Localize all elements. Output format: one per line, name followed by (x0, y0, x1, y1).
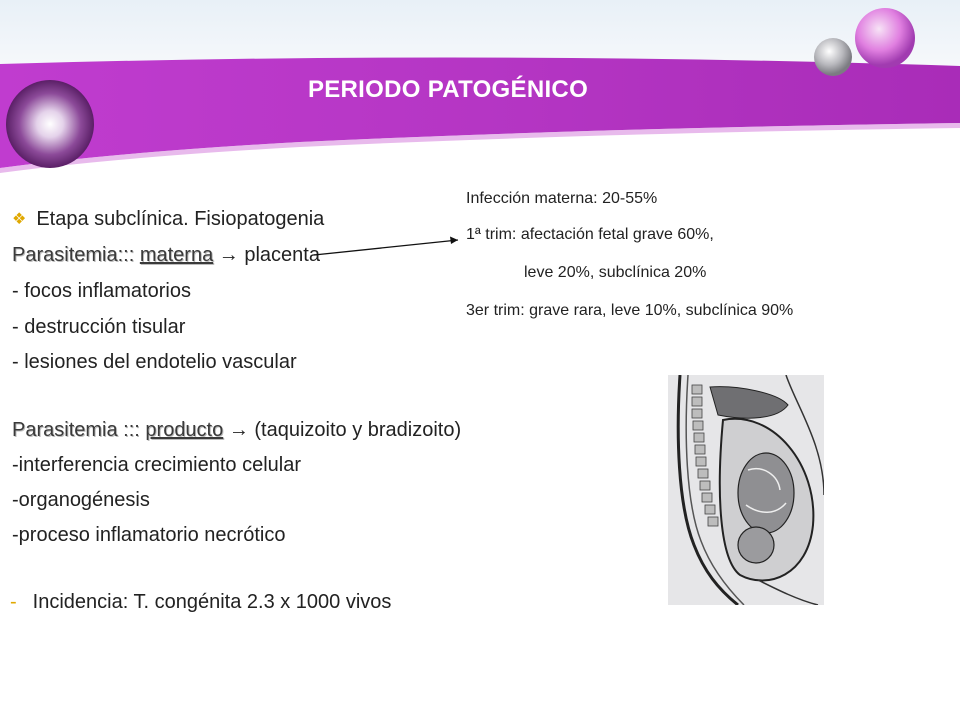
effect-line: - destrucción tisular (12, 316, 186, 338)
placenta-text: placenta (238, 244, 320, 266)
separator: ::: (117, 419, 146, 441)
slide-title: PERIODO PATOGÉNICO (307, 76, 589, 103)
pregnancy-anatomy-illustration (668, 375, 824, 605)
separator: ::: (117, 244, 140, 266)
effect-line: -organogénesis (12, 489, 150, 511)
incidence-text: Incidencia: T. congénita 2.3 x 1000 vivos (32, 591, 392, 613)
effect-line: - focos inflamatorios (12, 280, 191, 302)
note-line: Infección materna: 20-55% (466, 190, 658, 207)
materna-term: materna (139, 244, 214, 266)
right-arrow-icon: → (218, 244, 239, 266)
note-line: leve 20%, subclínica 20% (524, 264, 707, 281)
right-arrow-icon: → (228, 419, 249, 441)
parasite-forms-text: (taquizoito y bradizoito) (248, 419, 462, 441)
note-line: 3er trim: grave rara, leve 10%, subclínica 90% (466, 302, 794, 319)
parasitemia-term: Parasitemia (12, 419, 118, 441)
diamond-bullet-icon: ❖ (12, 211, 27, 228)
effect-line: -proceso inflamatorio necrótico (12, 524, 286, 546)
effect-line: - lesiones del endotelio vascular (12, 351, 297, 373)
producto-term: producto (145, 419, 224, 441)
bullet-heading: Etapa subclínica. Fisiopatogenia (36, 208, 325, 230)
effect-line: -interferencia crecimiento celular (12, 454, 302, 476)
dash-bullet-icon: - (10, 591, 17, 613)
parasitemia-term: Parasitemia (12, 244, 118, 266)
note-line: 1ª trim: afectación fetal grave 60%, (466, 226, 714, 243)
